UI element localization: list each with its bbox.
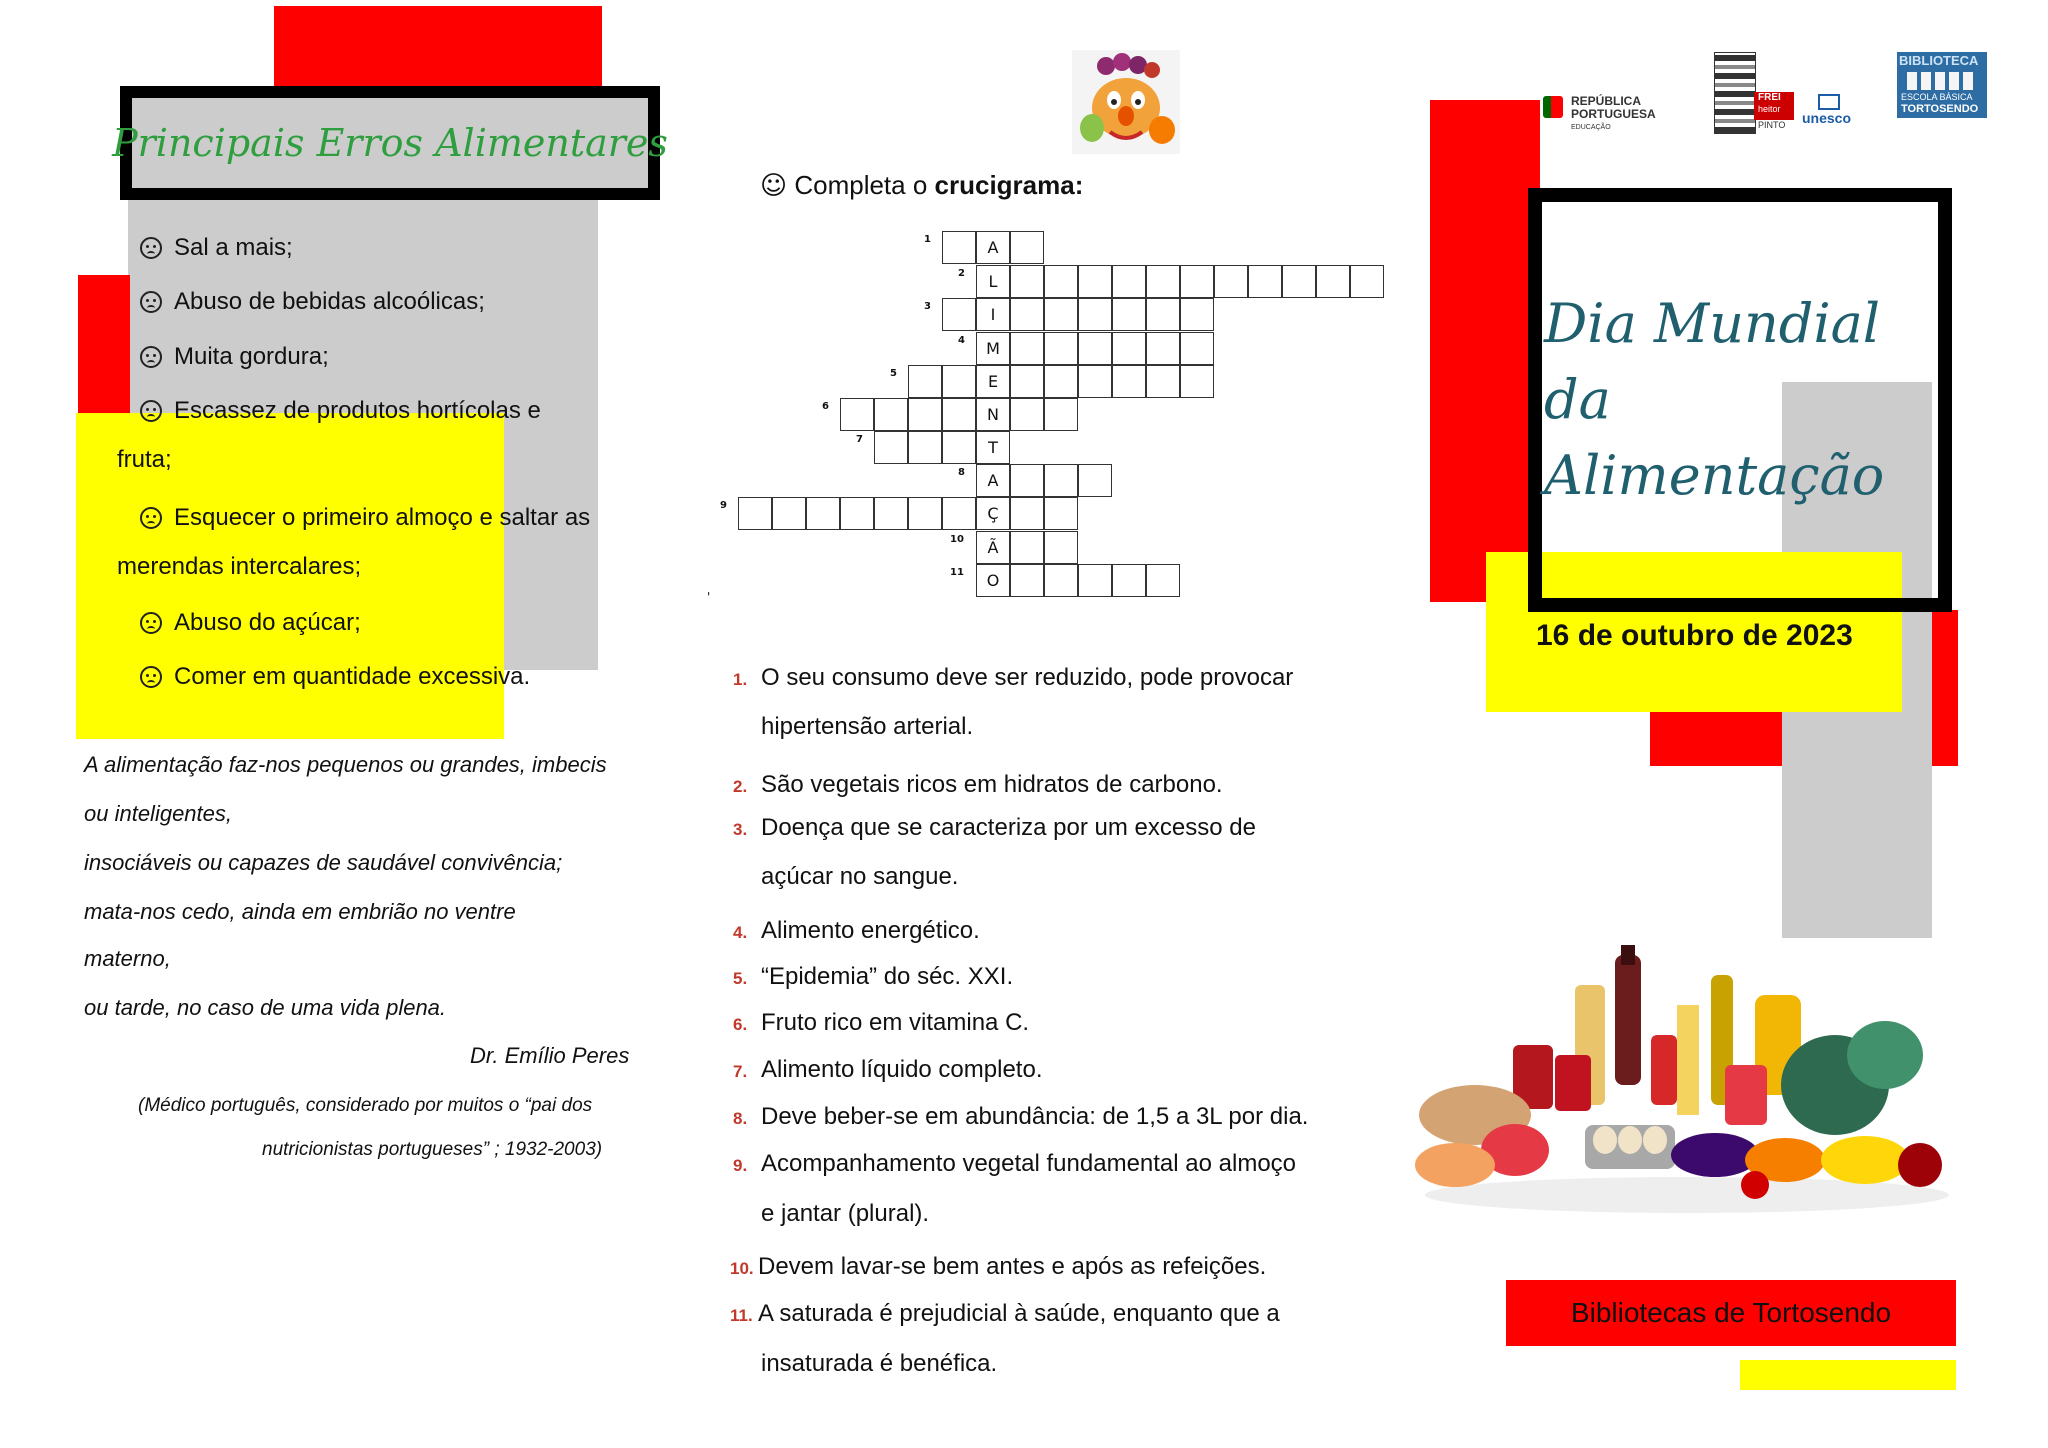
crossword-cell[interactable] [1044, 365, 1078, 398]
clue-text: Alimento líquido completo. [761, 1056, 1043, 1083]
error-item: Esquecer o primeiro almoço e saltar as [140, 504, 590, 532]
errors-title-box [112, 86, 668, 200]
clue-text: Alimento energético. [761, 917, 980, 944]
crossword-cell[interactable] [1044, 464, 1078, 497]
crossword-cell[interactable] [772, 497, 806, 530]
clue-item [733, 1103, 1308, 1131]
clue-item-continuation [761, 1350, 997, 1378]
crossword-cell[interactable] [1044, 531, 1078, 564]
error-item-continuation: merendas intercalares; [117, 553, 362, 580]
quote-author: Dr. Emílio Peres [470, 1043, 630, 1068]
crossword-cell[interactable] [1010, 265, 1044, 298]
clue-text: Devem lavar-se bem antes e após as refeições. [758, 1253, 1267, 1280]
crossword-cell[interactable] [1214, 265, 1248, 298]
clue-number: 1. [733, 670, 748, 689]
sad-face-icon [140, 612, 162, 634]
crossword-cell[interactable] [1180, 265, 1214, 298]
crossword-cell[interactable] [1282, 265, 1316, 298]
crossword-cell[interactable] [1146, 365, 1180, 398]
unesco-logo: unesco [1798, 92, 1864, 132]
crossword-key-cell[interactable]: N [976, 398, 1010, 431]
crossword-cell[interactable] [1316, 265, 1350, 298]
clue-text: açúcar no sangue. [761, 863, 959, 890]
crossword-clue-number: 10 [950, 534, 964, 545]
clue-item [733, 917, 980, 945]
crossword-cell[interactable] [908, 365, 942, 398]
clue-item-continuation [761, 1200, 929, 1228]
smiley-icon: ☺ [760, 171, 788, 201]
crossword-cell[interactable] [1010, 332, 1044, 365]
biblioteca-logo: BIBLIOTECA ESCOLA BÁSICA TORTOSENDO [1897, 52, 1987, 118]
clue-item-continuation [761, 863, 958, 891]
crossword-clue-number: 8 [958, 467, 965, 478]
crossword-cell[interactable] [1044, 298, 1078, 331]
crossword-key-cell[interactable]: I [976, 298, 1010, 331]
clue-text: hipertensão arterial. [761, 713, 974, 740]
crossword-cell[interactable] [874, 398, 908, 431]
crossword-cell[interactable] [1078, 564, 1112, 597]
crossword-cell[interactable] [1180, 332, 1214, 365]
sad-face-icon [140, 400, 162, 422]
clue-text: Acompanhamento vegetal fundamental ao almoço [761, 1150, 1297, 1177]
republica-flag-icon [1543, 96, 1563, 118]
main-title [1544, 286, 1884, 514]
crossword-cell[interactable] [1078, 332, 1112, 365]
error-item: Escassez de produtos hortícolas e [140, 397, 541, 425]
crossword-clue-number: 1 [924, 234, 931, 245]
crossword-key-cell[interactable]: T [976, 431, 1010, 464]
error-item: Muita gordura; [140, 343, 329, 371]
clue-number: 3. [733, 820, 748, 839]
crossword-cell[interactable] [1010, 298, 1044, 331]
clue-item [730, 1253, 1267, 1281]
crossword-key-cell[interactable]: L [976, 265, 1010, 298]
main-title-line: da [1544, 368, 1611, 431]
clue-item [733, 963, 1013, 991]
crossword-cell[interactable] [908, 497, 942, 530]
crossword-cell[interactable] [1180, 365, 1214, 398]
clue-number: 8. [733, 1109, 748, 1128]
crossword-cell[interactable] [942, 398, 976, 431]
crossword-cell[interactable] [1180, 298, 1214, 331]
crossword-cell[interactable] [1010, 564, 1044, 597]
crossword-cell[interactable] [1078, 464, 1112, 497]
crossword-clue-number: 11 [950, 567, 964, 578]
deco-red-right-tall [1430, 100, 1540, 602]
clue-text: Doença que se caracteriza por um excesso de [761, 814, 1256, 841]
error-item: Sal a mais; [140, 234, 293, 262]
crossword-cell[interactable] [1044, 564, 1078, 597]
crossword-cell[interactable] [908, 431, 942, 464]
sad-face-icon [140, 346, 162, 368]
footer-text: Bibliotecas de Tortosendo [1570, 1297, 1892, 1328]
clue-text: insaturada é benéfica. [761, 1350, 998, 1377]
quote-line: materno, [84, 946, 171, 971]
crossword-cell[interactable] [1010, 531, 1044, 564]
crossword-clue-number: 7 [856, 434, 863, 445]
crossword-cell[interactable] [1146, 564, 1180, 597]
crossword-key-cell[interactable]: Ç [976, 497, 1010, 530]
quote-line: ou tarde, no caso de uma vida plena. [84, 995, 447, 1020]
quote-author-note: nutricionistas portugueses” ; 1932-2003) [262, 1139, 603, 1160]
crossword-cell[interactable] [1112, 332, 1146, 365]
crossword-cell[interactable] [942, 298, 976, 331]
crossword-key-cell[interactable]: A [976, 231, 1010, 264]
clue-text: “Epidemia” do séc. XXI. [761, 963, 1014, 990]
crossword-cell[interactable] [908, 398, 942, 431]
clue-text: Deve beber-se em abundância: de 1,5 a 3L por dia. [761, 1103, 1309, 1130]
crossword-key-cell[interactable]: Ã [976, 531, 1010, 564]
crossword-cell[interactable] [1010, 365, 1044, 398]
clue-number: 11. [730, 1306, 753, 1325]
crossword-cell[interactable] [874, 431, 908, 464]
crossword-cell[interactable] [942, 231, 976, 264]
crossword-cell[interactable] [738, 497, 772, 530]
error-item: Abuso de bebidas alcoólicas; [140, 288, 485, 316]
stray-mark: ' [707, 590, 711, 604]
crossword-cell[interactable] [1112, 365, 1146, 398]
clue-number: 7. [733, 1062, 748, 1081]
books-icon [1907, 72, 1977, 90]
food-groceries-illustration [1415, 945, 1960, 1215]
crossword-clue-number: 2 [958, 268, 965, 279]
sad-face-icon [140, 666, 162, 688]
crossword-cell[interactable] [1044, 265, 1078, 298]
crossword-key-cell[interactable]: A [976, 464, 1010, 497]
clue-text: e jantar (plural). [761, 1200, 930, 1227]
clue-item [733, 1056, 1042, 1084]
sad-face-icon [140, 507, 162, 529]
crossword-key-cell[interactable]: E [976, 365, 1010, 398]
fruit-face-illustration [1072, 50, 1180, 154]
crossword-cell[interactable] [1044, 398, 1078, 431]
deco-yellow-footer [1740, 1360, 1956, 1390]
clue-text: O seu consumo deve ser reduzido, pode provocar [761, 664, 1294, 691]
clue-number: 5. [733, 969, 748, 988]
crossword-clue-number: 6 [822, 401, 829, 412]
clue-number: 6. [733, 1015, 748, 1034]
crossword-clue-number: 4 [958, 335, 965, 346]
crossword-cell[interactable] [1112, 298, 1146, 331]
crossword-clue-number: 5 [890, 368, 897, 379]
clue-text: Fruto rico em vitamina C. [761, 1009, 1030, 1036]
crossword-cell[interactable] [840, 497, 874, 530]
crossword-cell[interactable] [874, 497, 908, 530]
clue-item [733, 1150, 1296, 1178]
crossword-cell[interactable] [1010, 497, 1044, 530]
crossword-cell[interactable] [1146, 332, 1180, 365]
clue-number: 4. [733, 923, 748, 942]
deco-red-top-left [274, 6, 602, 94]
errors-title: Principais Erros Alimentares [112, 121, 668, 165]
crossword-cell[interactable] [1112, 564, 1146, 597]
quote-line: A alimentação faz-nos pequenos ou grandes, imbecis [84, 752, 607, 777]
clue-item [733, 771, 1223, 799]
crossword-clue-number: 3 [924, 301, 931, 312]
crossword-cell[interactable] [1010, 398, 1044, 431]
crossword-cell[interactable] [1010, 464, 1044, 497]
crossword-cell[interactable] [1350, 265, 1384, 298]
footer-banner [1506, 1280, 1956, 1346]
clue-number: 10. [730, 1259, 754, 1278]
crossword-cell[interactable] [1112, 265, 1146, 298]
crossword-key-cell[interactable]: O [976, 564, 1010, 597]
quote-line: insociáveis ou capazes de saudável convivência; [84, 850, 563, 875]
error-item: Abuso do açúcar; [140, 609, 361, 637]
clue-number: 9. [733, 1156, 748, 1175]
crossword-cell[interactable] [1078, 298, 1112, 331]
crossword-cell[interactable] [1078, 365, 1112, 398]
crossword-cell[interactable] [1146, 265, 1180, 298]
main-title-line: Dia Mundial [1544, 292, 1881, 355]
crossword-cell[interactable] [1078, 265, 1112, 298]
crossword-cell[interactable] [942, 365, 976, 398]
clue-text: A saturada é prejudicial à saúde, enquanto que a [758, 1300, 1280, 1327]
crossword-cell[interactable] [1010, 231, 1044, 264]
deco-red-left-side [78, 275, 130, 415]
crossword-cell[interactable] [1044, 332, 1078, 365]
unesco-temple-icon [1818, 94, 1840, 110]
clue-item [733, 1009, 1029, 1037]
crossword-heading: ☺ Completa o crucigrama: [760, 170, 1084, 201]
crossword-cell[interactable] [1248, 265, 1282, 298]
event-date: 16 de outubro de 2023 [1536, 619, 1853, 652]
sad-face-icon [140, 237, 162, 259]
crossword-cell[interactable] [840, 398, 874, 431]
crossword-clue-number: 9 [720, 500, 727, 511]
quote-line: ou inteligentes, [84, 801, 232, 826]
quote-author-note: (Médico português, considerado por muitos o “pai dos [138, 1095, 593, 1116]
school-emblem-logo: FREI heitor PINTO [1710, 52, 1796, 134]
clue-item-continuation [761, 713, 973, 741]
crossword-cell[interactable] [1044, 497, 1078, 530]
clue-number: 2. [733, 777, 748, 796]
republica-portuguesa-logo: REPÚBLICA PORTUGUESA EDUCAÇÃO [1543, 92, 1683, 136]
crossword-cell[interactable] [806, 497, 840, 530]
crossword-cell[interactable] [1146, 298, 1180, 331]
crossword-cell[interactable] [942, 497, 976, 530]
clue-item [733, 814, 1256, 842]
error-item: Comer em quantidade excessiva. [140, 663, 530, 691]
clue-item [730, 1300, 1280, 1328]
main-title-line: Alimentação [1544, 444, 1885, 507]
clue-item [733, 664, 1293, 692]
sad-face-icon [140, 291, 162, 313]
quote-line: mata-nos cedo, ainda em embrião no ventre [84, 899, 516, 924]
error-item-continuation: fruta; [117, 446, 172, 473]
crossword-key-cell[interactable]: M [976, 332, 1010, 365]
crossword-cell[interactable] [942, 431, 976, 464]
clue-text: São vegetais ricos em hidratos de carbono. [761, 771, 1223, 798]
